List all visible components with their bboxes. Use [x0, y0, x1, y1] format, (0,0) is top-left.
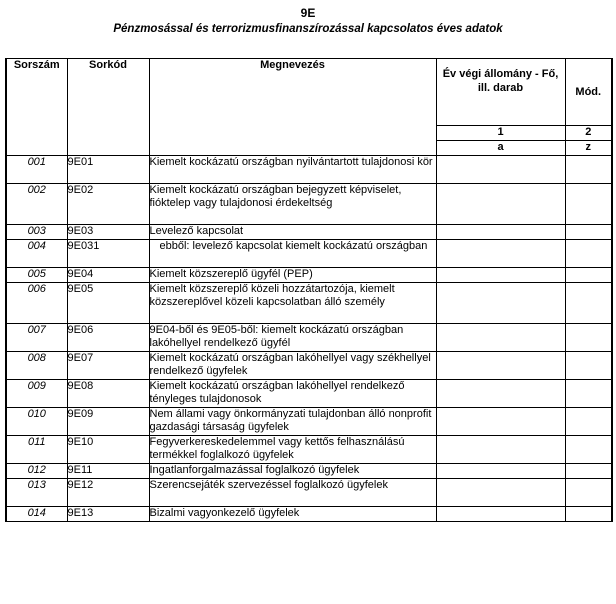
row-amount-cell[interactable]: [436, 268, 565, 283]
row-sorkod: 9E03: [67, 225, 149, 240]
row-sorszam: 004: [6, 240, 67, 268]
row-sorkod: 9E11: [67, 464, 149, 479]
row-mod-cell[interactable]: [565, 156, 612, 184]
row-sorkod: 9E10: [67, 436, 149, 464]
row-sorszam: 012: [6, 464, 67, 479]
row-sorszam: 003: [6, 225, 67, 240]
col-header-sorszam: Sorszám: [6, 59, 67, 156]
table-code: 9E: [300, 6, 316, 20]
table-row: [6, 324, 612, 352]
row-megnevezes: Ingatlanforgalmazással foglalkozó ügyfelek: [149, 464, 436, 479]
row-sorkod: 9E01: [67, 156, 149, 184]
row-sorszam: 010: [6, 408, 67, 436]
table-row: [6, 507, 612, 522]
row-amount-cell[interactable]: [436, 464, 565, 479]
table-row: [6, 268, 612, 283]
row-amount-cell[interactable]: [436, 507, 565, 522]
row-sorszam: 011: [6, 436, 67, 464]
row-mod-cell[interactable]: [565, 324, 612, 352]
row-mod-cell[interactable]: [565, 352, 612, 380]
row-sorkod: 9E031: [67, 240, 149, 268]
row-megnevezes: Kiemelt közszereplő közeli hozzátartozója, kiemelt közszereplővel közeli kapcsolatban álló személy: [149, 283, 436, 324]
table-row: [6, 479, 612, 507]
row-megnevezes: Nem állami vagy önkormányzati tulajdonban álló nonprofit gazdasági társaság ügyfelek: [149, 408, 436, 436]
row-amount-cell[interactable]: [436, 156, 565, 184]
row-sorkod: 9E06: [67, 324, 149, 352]
row-mod-cell[interactable]: [565, 507, 612, 522]
col-letter-amount: a: [436, 141, 565, 156]
row-megnevezes: Kiemelt közszereplő ügyfél (PEP): [149, 268, 436, 283]
row-sorkod: 9E09: [67, 408, 149, 436]
row-amount-cell[interactable]: [436, 240, 565, 268]
row-sorkod: 9E13: [67, 507, 149, 522]
row-sorszam: 007: [6, 324, 67, 352]
row-amount-cell[interactable]: [436, 380, 565, 408]
row-sorkod: 9E05: [67, 283, 149, 324]
row-mod-cell[interactable]: [565, 464, 612, 479]
row-sorkod: 9E02: [67, 184, 149, 225]
col-number-amount: 1: [436, 126, 565, 141]
row-amount-cell[interactable]: [436, 324, 565, 352]
row-mod-cell[interactable]: [565, 479, 612, 507]
row-amount-cell[interactable]: [436, 436, 565, 464]
row-sorszam: 013: [6, 479, 67, 507]
row-sorszam: 014: [6, 507, 67, 522]
row-megnevezes: Fegyverkereskedelemmel vagy kettős felhasználású termékkel foglalkozó ügyfelek: [149, 436, 436, 464]
table-row: [6, 408, 612, 436]
row-megnevezes: ebből: levelező kapcsolat kiemelt kockázatú országban: [149, 240, 436, 268]
col-number-mod: 2: [565, 126, 612, 141]
row-amount-cell[interactable]: [436, 352, 565, 380]
col-header-megnevezes: Megnevezés: [149, 59, 436, 156]
row-sorkod: 9E07: [67, 352, 149, 380]
col-header-sorkod: Sorkód: [67, 59, 149, 156]
row-megnevezes: 9E04-ből és 9E05-ből: kiemelt kockázatú országban lakóhellyel rendelkező ügyfél: [149, 324, 436, 352]
report-table: [5, 58, 613, 522]
table-row: [6, 352, 612, 380]
row-sorkod: 9E12: [67, 479, 149, 507]
col-header-mod: Mód.: [565, 59, 612, 126]
row-sorkod: 9E04: [67, 268, 149, 283]
row-mod-cell[interactable]: [565, 240, 612, 268]
table-row: [6, 184, 612, 225]
row-sorkod: 9E08: [67, 380, 149, 408]
row-mod-cell[interactable]: [565, 408, 612, 436]
col-letter-mod: z: [565, 141, 612, 156]
row-mod-cell[interactable]: [565, 380, 612, 408]
row-sorszam: 008: [6, 352, 67, 380]
row-amount-cell[interactable]: [436, 225, 565, 240]
row-megnevezes: Bizalmi vagyonkezelő ügyfelek: [149, 507, 436, 522]
table-row: [6, 380, 612, 408]
row-sorszam: 001: [6, 156, 67, 184]
row-mod-cell[interactable]: [565, 436, 612, 464]
row-sorszam: 002: [6, 184, 67, 225]
row-megnevezes: Kiemelt kockázatú országban lakóhellyel vagy székhellyel rendelkező ügyfelek: [149, 352, 436, 380]
row-amount-cell[interactable]: [436, 479, 565, 507]
row-megnevezes: Kiemelt kockázatú országban lakóhellyel rendelkező tényleges tulajdonosok: [149, 380, 436, 408]
row-sorszam: 006: [6, 283, 67, 324]
table-row: [6, 436, 612, 464]
table-row: [6, 156, 612, 184]
row-megnevezes: Kiemelt kockázatú országban nyilvántartott tulajdonosi kör: [149, 156, 436, 184]
row-mod-cell[interactable]: [565, 268, 612, 283]
col-header-amount: Év végi állomány - Fő, ill. darab: [436, 59, 565, 126]
row-sorszam: 005: [6, 268, 67, 283]
row-mod-cell[interactable]: [565, 283, 612, 324]
row-amount-cell[interactable]: [436, 283, 565, 324]
row-amount-cell[interactable]: [436, 184, 565, 225]
row-megnevezes: Szerencsejáték szervezéssel foglalkozó ügyfelek: [149, 479, 436, 507]
table-body: [6, 156, 612, 522]
row-sorszam: 009: [6, 380, 67, 408]
table-title: Pénzmosással és terrorizmusfinanszírozással kapcsolatos éves adatok: [113, 23, 503, 35]
table-row: [6, 240, 612, 268]
row-megnevezes: Levelező kapcsolat: [149, 225, 436, 240]
table-row: [6, 283, 612, 324]
table-row: [6, 464, 612, 479]
row-amount-cell[interactable]: [436, 408, 565, 436]
table-row: [6, 225, 612, 240]
row-mod-cell[interactable]: [565, 184, 612, 225]
row-megnevezes: Kiemelt kockázatú országban bejegyzett képviselet, fióktelep vagy tulajdonosi érdekeltség: [149, 184, 436, 225]
row-mod-cell[interactable]: [565, 225, 612, 240]
